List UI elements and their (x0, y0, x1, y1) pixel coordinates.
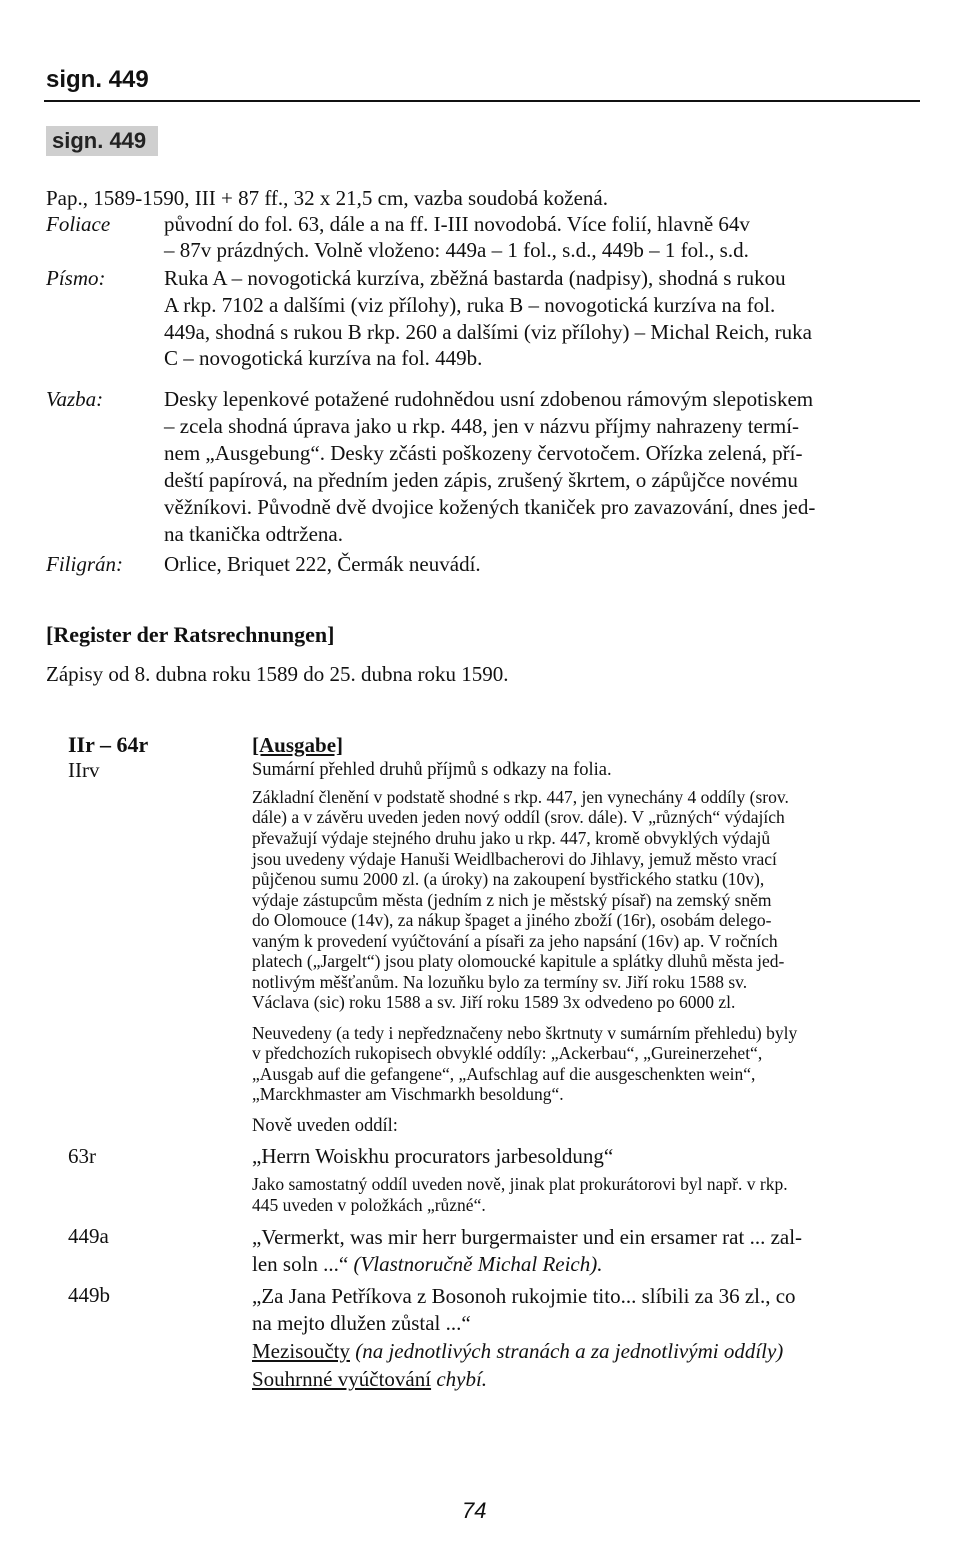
page-number: 74 (462, 1498, 487, 1523)
mezisoucty-label: Mezisoučty (252, 1339, 350, 1363)
zakladni-line-8: vaným k provedení vyúčtování a písaři za jeho napsání (16v) ap. V ročních (252, 931, 778, 951)
herrn-line: „Herrn Woiskhu procurators jarbesoldung“ (252, 1144, 614, 1168)
souhrnne-label: Souhrnné vyúčtování (252, 1367, 432, 1391)
vermerkt-line-1: „Vermerkt, was mir herr burgermaister und ein ersamer rat ... zal- (252, 1225, 803, 1249)
neuvedeny-line-3: „Ausgab auf die gefangene“, „Aufschlag auf die ausgeschenkten wein“, (252, 1064, 756, 1084)
jako-line-1: Jako samostatný oddíl uveden nově, jinak plat prokurátorovi byl např. v rkp. (252, 1174, 788, 1194)
header-rule (44, 100, 920, 102)
vazba-line-6: na tkanička odtržena. (164, 522, 343, 546)
souhrnne-line (252, 1366, 487, 1392)
souhrnne-note: chybí. (431, 1367, 488, 1391)
zakladni-line-11: Václava (sic) roku 1588 a sv. Jiří roku 1589 3x odvedeno po 6000 zl. (252, 992, 736, 1012)
sign-badge: sign. 449 (46, 126, 158, 156)
register-title: [Register der Ratsrechnungen] (46, 622, 335, 647)
mezisoucty-note: (na jednotlivých stranách a za jednotlivými oddíly) (349, 1339, 784, 1363)
zakladni-line-5: půjčenou sumu 2000 zl. (a úroky) na zakoupení bystřického statku (10v), (252, 869, 765, 889)
neuvedeny-line-1: Neuvedeny (a tedy i nepředznačeny nebo škrtnuty v sumárním přehledu) byly (252, 1023, 798, 1043)
foliace-line-1: původní do fol. 63, dále a na ff. I-III novodobá. Více folií, hlavně 64v (164, 212, 750, 236)
folio-range: IIr – 64r (68, 732, 149, 757)
vazba-line-4: deští papírová, na předním jeden zápis, zrušený škrtem, o zápůjčce novému (164, 468, 798, 492)
jako-line-2: 445 uveden v položkách „různé“. (252, 1195, 486, 1215)
zakladni-line-2: dále) a v závěru uveden jeden nový oddíl (srov. dále). V „různých“ výdajích (252, 807, 785, 827)
header-sign: sign. 449 (46, 66, 149, 93)
vazba-line-5: věžníkovi. Původně dvě dvojice kožených tkaniček pro zavazování, dnes jed- (164, 495, 816, 519)
jana-line-1: „Za Jana Petříkova z Bosonoh rukojmie tito... slíbili za 36 zl., co (252, 1284, 796, 1308)
folio-449b: 449b (68, 1283, 110, 1307)
ausgabe-heading: [Ausgabe] (252, 733, 344, 757)
zakladni-line-7: do Olomouce (14v), za nákup špaget a jiného zboží (16r), osobám delego- (252, 910, 772, 930)
vermerkt-note: (Vlastnoručně Michal Reich). (353, 1252, 603, 1276)
filigran-label: Filigrán: (46, 552, 123, 576)
vazba-label: Vazba: (46, 387, 104, 411)
neuvedeny-line-2: v předchozích rukopisech obvyklé oddíly: „Ackerbau“, „Gureinerzehet“, (252, 1043, 763, 1063)
foliace-line-2: – 87v prázdných. Volně vloženo: 449a – 1 fol., s.d., 449b – 1 fol., s.d. (164, 238, 749, 262)
zakladni-line-3: převažují výdaje stejného druhu jako u rkp. 447, kromě obvyklých výdajů (252, 828, 771, 848)
vermerkt-quote: len soln ...“ (252, 1252, 354, 1276)
folio-63r: 63r (68, 1144, 96, 1168)
zakladni-line-9: platech („Jargelt“) jsou platy olomoucké kapitule a splátky dluhů města jed- (252, 951, 785, 971)
mezisoucty-line (252, 1338, 783, 1364)
pismo-line-4: C – novogotická kurzíva na fol. 449b. (164, 346, 483, 370)
vazba-line-3: nem „Ausgebung“. Desky zčásti poškozeny červotočem. Ořízka zelená, pří- (164, 441, 803, 465)
filigran-line: Orlice, Briquet 222, Čermák neuvádí. (164, 552, 481, 576)
zakladni-line-10: notlivým měšťanům. Na lozuňku bylo za termíny sv. Jiří roku 1588 sv. (252, 972, 748, 992)
pap-line: Pap., 1589-1590, III + 87 ff., 32 x 21,5 cm, vazba soudobá kožená. (46, 186, 608, 210)
jana-line-2: na mejto dlužen zůstal ...“ (252, 1311, 471, 1335)
vazba-line-1: Desky lepenkové potažené rudohnědou usní zdobenou rámovým slepotiskem (164, 387, 814, 411)
folio-range-sub: IIrv (68, 758, 100, 782)
vermerkt-line-2 (252, 1251, 603, 1277)
zakladni-line-4: jsou uvedeny výdaje Hanuši Weidlbacherovi do Jihlavy, jemuž město vrací (252, 849, 777, 869)
nove-line: Nově uveden oddíl: (252, 1116, 398, 1136)
neuvedeny-line-4: „Marckhmaster am Vischmarkh besoldung“. (252, 1084, 564, 1104)
folio-449a: 449a (68, 1224, 109, 1248)
pismo-line-3: 449a, shodná s rukou B rkp. 260 a dalšími (viz přílohy) – Michal Reich, ruka (164, 320, 812, 344)
pismo-label: Písmo: (46, 266, 106, 290)
foliace-label: Foliace (46, 212, 111, 236)
zakladni-line-6: výdaje zástupcům města (jedním z nich je městský písař) na zemský sněm (252, 890, 772, 910)
vazba-line-2: – zcela shodná úprava jako u rkp. 448, jen v názvu příjmy nahrazeny termí- (164, 414, 800, 438)
register-dates: Zápisy od 8. dubna roku 1589 do 25. dubna roku 1590. (46, 662, 509, 686)
pismo-line-2: A rkp. 7102 a dalšími (viz přílohy), ruka B – novogotická kurzíva na fol. (164, 293, 776, 317)
sumarni-line: Sumární přehled druhů příjmů s odkazy na folia. (252, 760, 612, 780)
pismo-line-1: Ruka A – novogotická kurzíva, zběžná bastarda (nadpisy), shodná s rukou (164, 266, 786, 290)
zakladni-line-1: Základní členění v podstatě shodné s rkp. 447, jen vynechány 4 oddíly (srov. (252, 787, 789, 807)
